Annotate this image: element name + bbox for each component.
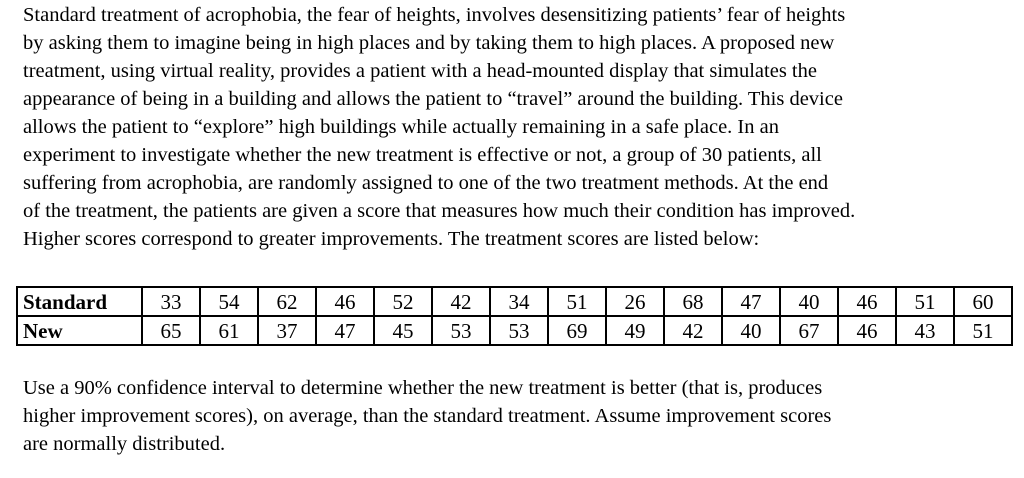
score-cell: 61 [200,316,258,345]
score-cell: 60 [954,287,1012,316]
question-text [23,374,998,458]
score-cell: 51 [954,316,1012,345]
intro-line: suffering from acrophobia, are randomly assigned to one of the two treatment methods. At the end [23,172,829,194]
score-cell: 42 [432,287,490,316]
intro-line: allows the patient to “explore” high buildings while actually remaining in a safe place. In an [23,116,779,138]
score-cell: 34 [490,287,548,316]
score-cell: 45 [374,316,432,345]
score-cell: 51 [548,287,606,316]
problem-description [23,1,1013,253]
score-cell: 47 [722,287,780,316]
score-cell: 69 [548,316,606,345]
score-cell: 62 [258,287,316,316]
score-cell: 40 [780,287,838,316]
row-label-new: New [17,316,142,345]
row-label-standard: Standard [17,287,142,316]
score-cell: 33 [142,287,200,316]
scores-table [16,286,1013,346]
intro-line: Standard treatment of acrophobia, the fear of heights, involves desensitizing patients’ fear of heights [23,4,846,26]
question-line: are normally distributed. [23,433,226,455]
question-line: Use a 90% confidence interval to determine whether the new treatment is better (that is, produces [23,377,823,399]
intro-line: treatment, using virtual reality, provides a patient with a head-mounted display that simulates the [23,60,817,82]
score-cell: 52 [374,287,432,316]
table-row-standard [17,287,1012,316]
score-cell: 46 [838,316,896,345]
intro-line: Higher scores correspond to greater improvements. The treatment scores are listed below: [23,228,760,250]
score-cell: 42 [664,316,722,345]
question-line: higher improvement scores), on average, than the standard treatment. Assume improvement scores [23,405,832,427]
score-cell: 46 [316,287,374,316]
score-cell: 53 [432,316,490,345]
intro-line: of the treatment, the patients are given a score that measures how much their condition has improved. [23,200,856,222]
score-cell: 51 [896,287,954,316]
score-cell: 65 [142,316,200,345]
score-cell: 67 [780,316,838,345]
score-cell: 46 [838,287,896,316]
score-cell: 49 [606,316,664,345]
score-cell: 68 [664,287,722,316]
intro-line: appearance of being in a building and allows the patient to “travel” around the building. This device [23,88,843,110]
intro-line: experiment to investigate whether the new treatment is effective or not, a group of 30 patients, all [23,144,822,166]
score-cell: 53 [490,316,548,345]
score-cell: 26 [606,287,664,316]
score-cell: 54 [200,287,258,316]
table-row-new [17,316,1012,345]
score-cell: 37 [258,316,316,345]
intro-line: by asking them to imagine being in high places and by taking them to high places. A proposed new [23,32,835,54]
score-cell: 47 [316,316,374,345]
score-cell: 43 [896,316,954,345]
score-cell: 40 [722,316,780,345]
